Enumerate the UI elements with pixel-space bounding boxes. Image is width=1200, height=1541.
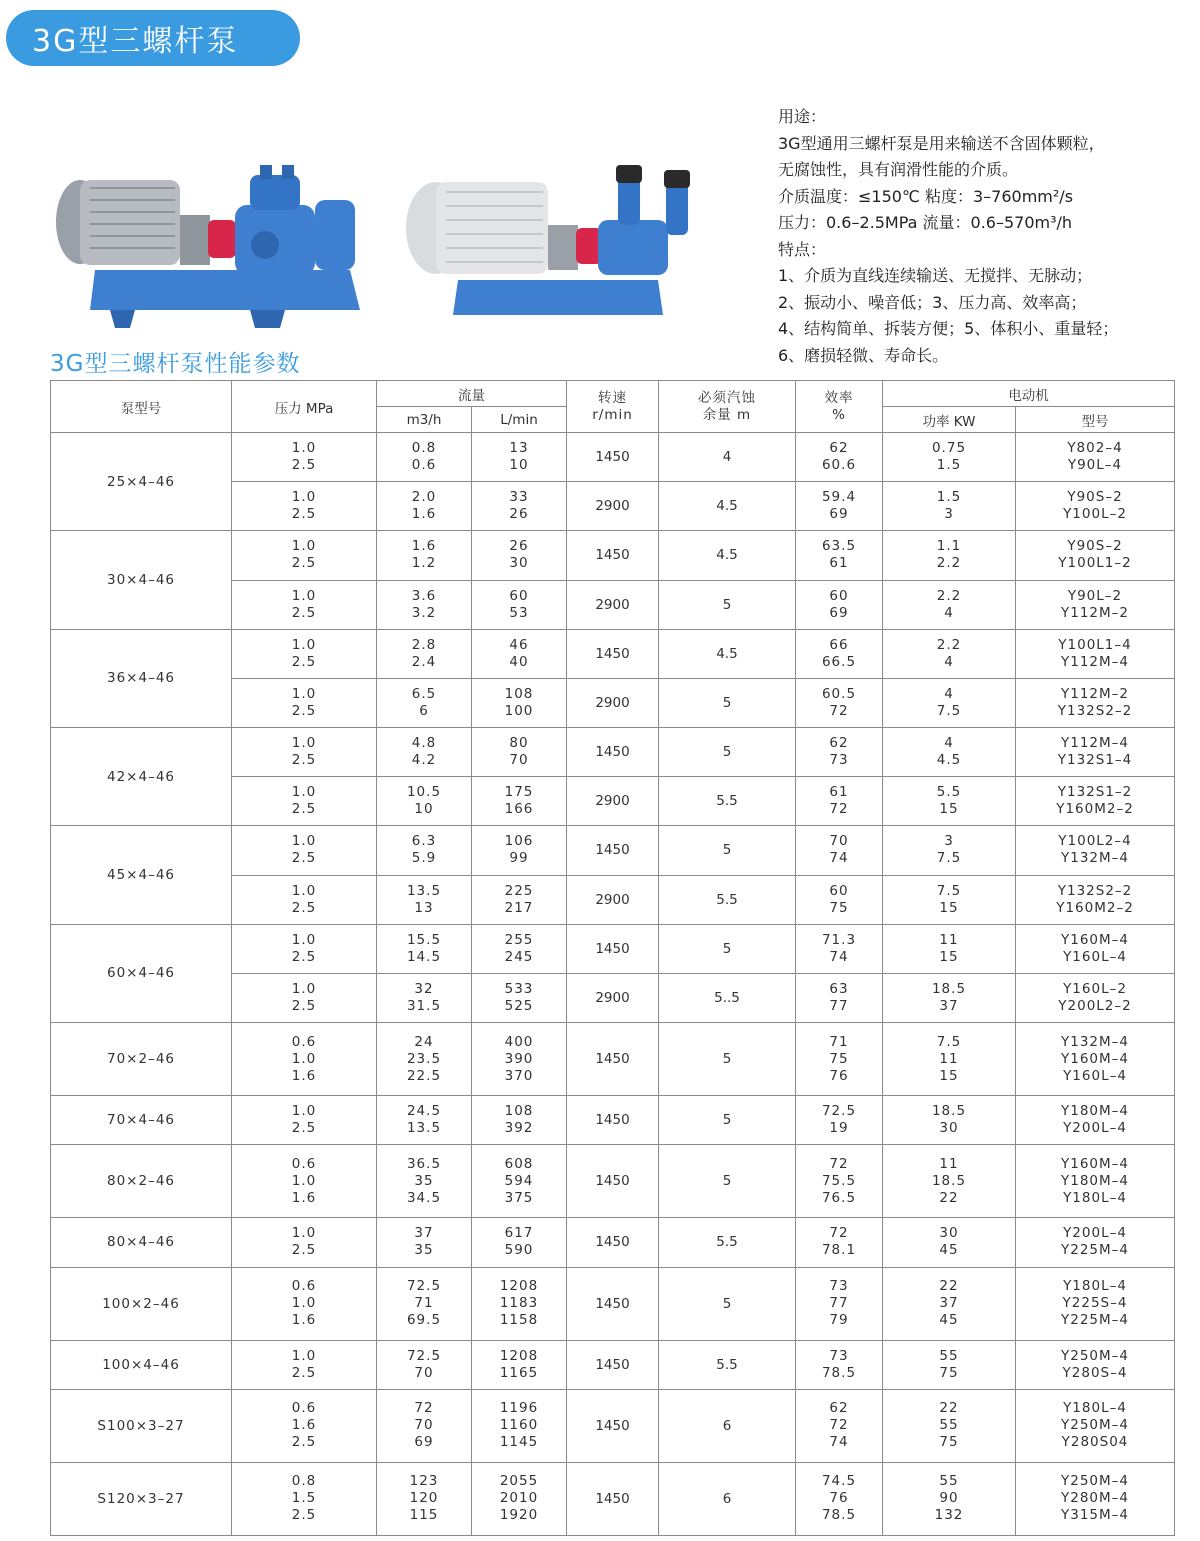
flow-m3h-cell: 24 23.5 22.5 — [377, 1023, 472, 1096]
efficiency-cell: 63 77 — [796, 973, 883, 1022]
header-power: 功率 KW — [883, 407, 1016, 433]
efficiency-cell: 61 72 — [796, 777, 883, 826]
flow-m3h-cell: 2.8 2.4 — [377, 629, 472, 678]
speed-cell: 2900 — [567, 973, 659, 1022]
efficiency-cell: 72 78.1 — [796, 1218, 883, 1267]
power-cell: 55 90 132 — [883, 1462, 1016, 1535]
table-row — [51, 1145, 1175, 1218]
flow-lmin-cell: 175 166 — [472, 777, 567, 826]
speed-cell: 1450 — [567, 924, 659, 973]
flow-m3h-cell: 15.5 14.5 — [377, 924, 472, 973]
power-cell: 7.5 15 — [883, 875, 1016, 924]
pump-image-1 — [50, 160, 370, 335]
flow-lmin-cell: 400 390 370 — [472, 1023, 567, 1096]
motor-model-cell: Y100L1–4 Y112M–4 — [1016, 629, 1175, 678]
npsh-cell: 5 — [659, 1023, 796, 1096]
model-cell: S100×3–27 — [51, 1389, 232, 1462]
efficiency-cell: 72 75.5 76.5 — [796, 1145, 883, 1218]
pressure-cell: 0.6 1.0 1.6 — [232, 1023, 377, 1096]
efficiency-cell: 73 77 79 — [796, 1267, 883, 1340]
power-cell: 3 7.5 — [883, 826, 1016, 875]
npsh-cell: 6 — [659, 1389, 796, 1462]
motor-model-cell: Y132M–4 Y160M–4 Y160L–4 — [1016, 1023, 1175, 1096]
speed-cell: 1450 — [567, 1340, 659, 1389]
table-row — [51, 1462, 1175, 1535]
flow-m3h-cell: 4.8 4.2 — [377, 728, 472, 777]
model-cell: 42×4–46 — [51, 728, 232, 826]
efficiency-cell: 62 60.6 — [796, 433, 883, 482]
speed-cell: 2900 — [567, 678, 659, 727]
motor-model-cell: Y90L–2 Y112M–2 — [1016, 580, 1175, 629]
efficiency-cell: 71 75 76 — [796, 1023, 883, 1096]
pressure-cell: 1.0 2.5 — [232, 973, 377, 1022]
description-line: 介质温度：≤150℃ 粘度：3–760mm²/s — [778, 186, 1074, 206]
pressure-cell: 1.0 2.5 — [232, 433, 377, 482]
pressure-cell: 1.0 2.5 — [232, 1096, 377, 1145]
model-cell: 100×4–46 — [51, 1340, 232, 1389]
power-cell: 18.5 37 — [883, 973, 1016, 1022]
power-cell: 2.2 4 — [883, 580, 1016, 629]
speed-cell: 1450 — [567, 826, 659, 875]
speed-cell: 2900 — [567, 482, 659, 531]
header-flow-lmin: L/min — [472, 407, 567, 433]
flow-m3h-cell: 6.5 6 — [377, 678, 472, 727]
page-title: 3G型三螺杆泵 — [32, 24, 239, 59]
speed-cell: 1450 — [567, 629, 659, 678]
power-cell: 1.1 2.2 — [883, 531, 1016, 580]
power-cell: 2.2 4 — [883, 629, 1016, 678]
npsh-cell: 5.5 — [659, 875, 796, 924]
speed-cell: 1450 — [567, 1462, 659, 1535]
npsh-cell: 4 — [659, 433, 796, 482]
pressure-cell: 0.6 1.0 1.6 — [232, 1267, 377, 1340]
flow-lmin-cell: 106 99 — [472, 826, 567, 875]
efficiency-cell: 59.4 69 — [796, 482, 883, 531]
header-flow-m3h: m3/h — [377, 407, 472, 433]
pressure-cell: 0.6 1.0 1.6 — [232, 1145, 377, 1218]
speed-cell: 2900 — [567, 777, 659, 826]
efficiency-cell: 60 75 — [796, 875, 883, 924]
model-cell: 70×2–46 — [51, 1023, 232, 1096]
description-line: 压力：0.6–2.5MPa 流量：0.6–570m³/h — [778, 213, 1073, 232]
table-row — [51, 1023, 1175, 1096]
npsh-cell: 5 — [659, 728, 796, 777]
header-speed: 转速 r/min — [567, 381, 659, 433]
pressure-cell: 1.0 2.5 — [232, 777, 377, 826]
header-flow: 流量 — [377, 381, 567, 407]
flow-lmin-cell: 2055 2010 1920 — [472, 1462, 567, 1535]
pressure-cell: 0.6 1.6 2.5 — [232, 1389, 377, 1462]
flow-lmin-cell: 80 70 — [472, 728, 567, 777]
pressure-cell: 1.0 2.5 — [232, 875, 377, 924]
motor-model-cell: Y180L–4 Y250M–4 Y280S04 — [1016, 1389, 1175, 1462]
flow-m3h-cell: 72 70 69 — [377, 1389, 472, 1462]
section-title: 3G型三螺杆泵性能参数 — [50, 351, 301, 377]
flow-m3h-cell: 13.5 13 — [377, 875, 472, 924]
npsh-cell: 5 — [659, 826, 796, 875]
flow-lmin-cell: 46 40 — [472, 629, 567, 678]
table-row — [51, 1389, 1175, 1462]
power-cell: 4 7.5 — [883, 678, 1016, 727]
motor-model-cell: Y200L–4 Y225M–4 — [1016, 1218, 1175, 1267]
model-cell: 25×4–46 — [51, 433, 232, 531]
power-cell: 18.5 30 — [883, 1096, 1016, 1145]
table-row — [51, 924, 1175, 973]
flow-m3h-cell: 6.3 5.9 — [377, 826, 472, 875]
header-pressure: 压力 MPa — [232, 381, 377, 433]
model-cell: 100×2–46 — [51, 1267, 232, 1340]
npsh-cell: 4.5 — [659, 482, 796, 531]
pump-image-2 — [398, 160, 708, 325]
motor-model-cell: Y250M–4 Y280S–4 — [1016, 1340, 1175, 1389]
efficiency-cell: 73 78.5 — [796, 1340, 883, 1389]
speed-cell: 1450 — [567, 1145, 659, 1218]
motor-model-cell: Y112M–4 Y132S1–4 — [1016, 728, 1175, 777]
npsh-cell: 5 — [659, 1267, 796, 1340]
flow-lmin-cell: 13 10 — [472, 433, 567, 482]
pressure-cell: 1.0 2.5 — [232, 580, 377, 629]
pressure-cell: 1.0 2.5 — [232, 1340, 377, 1389]
motor-model-cell: Y132S1–2 Y160M2–2 — [1016, 777, 1175, 826]
power-cell: 11 18.5 22 — [883, 1145, 1016, 1218]
motor-model-cell: Y250M–4 Y280M–4 Y315M–4 — [1016, 1462, 1175, 1535]
speed-cell: 1450 — [567, 1023, 659, 1096]
npsh-cell: 5 — [659, 580, 796, 629]
flow-lmin-cell: 26 30 — [472, 531, 567, 580]
model-cell: 60×4–46 — [51, 924, 232, 1022]
table-row — [51, 531, 1175, 580]
npsh-cell: 5.5 — [659, 1218, 796, 1267]
model-cell: S120×3–27 — [51, 1462, 232, 1535]
npsh-cell: 6 — [659, 1462, 796, 1535]
title-banner — [6, 10, 300, 66]
flow-lmin-cell: 617 590 — [472, 1218, 567, 1267]
speed-cell: 1450 — [567, 728, 659, 777]
header-model: 泵型号 — [51, 381, 232, 433]
efficiency-cell: 71.3 74 — [796, 924, 883, 973]
speed-cell: 1450 — [567, 1218, 659, 1267]
power-cell: 55 75 — [883, 1340, 1016, 1389]
flow-m3h-cell: 3.6 3.2 — [377, 580, 472, 629]
efficiency-cell: 62 72 74 — [796, 1389, 883, 1462]
pressure-cell: 1.0 2.5 — [232, 1218, 377, 1267]
flow-m3h-cell: 1.6 1.2 — [377, 531, 472, 580]
npsh-cell: 5 — [659, 1096, 796, 1145]
efficiency-cell: 63.5 61 — [796, 531, 883, 580]
model-cell: 45×4–46 — [51, 826, 232, 924]
power-cell: 11 15 — [883, 924, 1016, 973]
npsh-cell: 5.5 — [659, 777, 796, 826]
npsh-cell: 5 — [659, 1145, 796, 1218]
motor-model-cell: Y160M–4 Y180M–4 Y180L–4 — [1016, 1145, 1175, 1218]
motor-model-cell: Y90S–2 Y100L–2 — [1016, 482, 1175, 531]
motor-model-cell: Y802–4 Y90L–4 — [1016, 433, 1175, 482]
power-cell: 30 45 — [883, 1218, 1016, 1267]
efficiency-cell: 70 74 — [796, 826, 883, 875]
motor-model-cell: Y180M–4 Y200L–4 — [1016, 1096, 1175, 1145]
flow-lmin-cell: 533 525 — [472, 973, 567, 1022]
header-npsh: 必须汽蚀 余量 m — [659, 381, 796, 433]
motor-model-cell: Y160L–2 Y200L2–2 — [1016, 973, 1175, 1022]
flow-lmin-cell: 225 217 — [472, 875, 567, 924]
flow-lmin-cell: 1208 1165 — [472, 1340, 567, 1389]
power-cell: 1.5 3 — [883, 482, 1016, 531]
motor-model-cell: Y112M–2 Y132S2–2 — [1016, 678, 1175, 727]
power-cell: 5.5 15 — [883, 777, 1016, 826]
features-heading: 特点： — [778, 239, 827, 259]
flow-m3h-cell: 32 31.5 — [377, 973, 472, 1022]
table-row — [51, 1218, 1175, 1267]
table-row — [51, 1340, 1175, 1389]
description-line: 3G型通用三螺杆泵是用来输送不含固体颗粒， — [778, 133, 1105, 153]
npsh-cell: 5..5 — [659, 973, 796, 1022]
speed-cell: 1450 — [567, 531, 659, 580]
feature-line: 6、磨损轻微、寿命长。 — [778, 345, 949, 365]
npsh-cell: 4.5 — [659, 629, 796, 678]
flow-m3h-cell: 72.5 71 69.5 — [377, 1267, 472, 1340]
flow-lmin-cell: 108 392 — [472, 1096, 567, 1145]
efficiency-cell: 66 66.5 — [796, 629, 883, 678]
power-cell: 7.5 11 15 — [883, 1023, 1016, 1096]
efficiency-cell: 72.5 19 — [796, 1096, 883, 1145]
speed-cell: 1450 — [567, 1267, 659, 1340]
speed-cell: 1450 — [567, 1389, 659, 1462]
flow-lmin-cell: 60 53 — [472, 580, 567, 629]
motor-model-cell: Y132S2–2 Y160M2–2 — [1016, 875, 1175, 924]
efficiency-cell: 74.5 76 78.5 — [796, 1462, 883, 1535]
header-efficiency: 效率 % — [796, 381, 883, 433]
flow-m3h-cell: 72.5 70 — [377, 1340, 472, 1389]
pressure-cell: 1.0 2.5 — [232, 678, 377, 727]
pressure-cell: 1.0 2.5 — [232, 482, 377, 531]
table-row — [51, 629, 1175, 678]
usage-heading: 用途： — [778, 107, 827, 126]
model-cell: 80×4–46 — [51, 1218, 232, 1267]
flow-m3h-cell: 36.5 35 34.5 — [377, 1145, 472, 1218]
flow-lmin-cell: 33 26 — [472, 482, 567, 531]
flow-m3h-cell: 123 120 115 — [377, 1462, 472, 1535]
pressure-cell: 1.0 2.5 — [232, 826, 377, 875]
table-row — [51, 826, 1175, 875]
description-line: 无腐蚀性，具有润滑性能的介质。 — [778, 160, 1019, 179]
description-block — [778, 104, 1196, 369]
table-row — [51, 1096, 1175, 1145]
motor-model-cell: Y160M–4 Y160L–4 — [1016, 924, 1175, 973]
speed-cell: 1450 — [567, 433, 659, 482]
flow-m3h-cell: 24.5 13.5 — [377, 1096, 472, 1145]
model-cell: 30×4–46 — [51, 531, 232, 629]
npsh-cell: 5.5 — [659, 1340, 796, 1389]
power-cell: 22 37 45 — [883, 1267, 1016, 1340]
efficiency-cell: 62 73 — [796, 728, 883, 777]
power-cell: 0.75 1.5 — [883, 433, 1016, 482]
feature-line: 2、振动小、噪音低；3、压力高、效率高； — [778, 292, 1087, 312]
npsh-cell: 5 — [659, 924, 796, 973]
speed-cell: 2900 — [567, 875, 659, 924]
table-row — [51, 433, 1175, 482]
efficiency-cell: 60 69 — [796, 580, 883, 629]
pressure-cell: 0.8 1.5 2.5 — [232, 1462, 377, 1535]
pressure-cell: 1.0 2.5 — [232, 531, 377, 580]
flow-lmin-cell: 255 245 — [472, 924, 567, 973]
flow-lmin-cell: 608 594 375 — [472, 1145, 567, 1218]
flow-m3h-cell: 10.5 10 — [377, 777, 472, 826]
npsh-cell: 5 — [659, 678, 796, 727]
motor-model-cell: Y100L2–4 Y132M–4 — [1016, 826, 1175, 875]
pressure-cell: 1.0 2.5 — [232, 728, 377, 777]
flow-m3h-cell: 0.8 0.6 — [377, 433, 472, 482]
motor-model-cell: Y180L–4 Y225S–4 Y225M–4 — [1016, 1267, 1175, 1340]
model-cell: 36×4–46 — [51, 629, 232, 727]
feature-line: 4、结构简单、拆装方便；5、体积小、重量轻； — [778, 319, 1119, 338]
speed-cell: 2900 — [567, 580, 659, 629]
model-cell: 70×4–46 — [51, 1096, 232, 1145]
npsh-cell: 4.5 — [659, 531, 796, 580]
pressure-cell: 1.0 2.5 — [232, 924, 377, 973]
flow-lmin-cell: 108 100 — [472, 678, 567, 727]
table-row — [51, 728, 1175, 777]
flow-m3h-cell: 37 35 — [377, 1218, 472, 1267]
speed-cell: 1450 — [567, 1096, 659, 1145]
flow-lmin-cell: 1196 1160 1145 — [472, 1389, 567, 1462]
model-cell: 80×2–46 — [51, 1145, 232, 1218]
power-cell: 4 4.5 — [883, 728, 1016, 777]
performance-table — [50, 380, 1175, 1536]
header-motor: 电动机 — [883, 381, 1175, 407]
motor-model-cell: Y90S–2 Y100L1–2 — [1016, 531, 1175, 580]
power-cell: 22 55 75 — [883, 1389, 1016, 1462]
feature-line: 1、介质为直线连续输送、无搅拌、无脉动； — [778, 266, 1093, 285]
pressure-cell: 1.0 2.5 — [232, 629, 377, 678]
efficiency-cell: 60.5 72 — [796, 678, 883, 727]
header-motor-model: 型号 — [1016, 407, 1175, 433]
flow-m3h-cell: 2.0 1.6 — [377, 482, 472, 531]
flow-lmin-cell: 1208 1183 1158 — [472, 1267, 567, 1340]
table-row — [51, 1267, 1175, 1340]
